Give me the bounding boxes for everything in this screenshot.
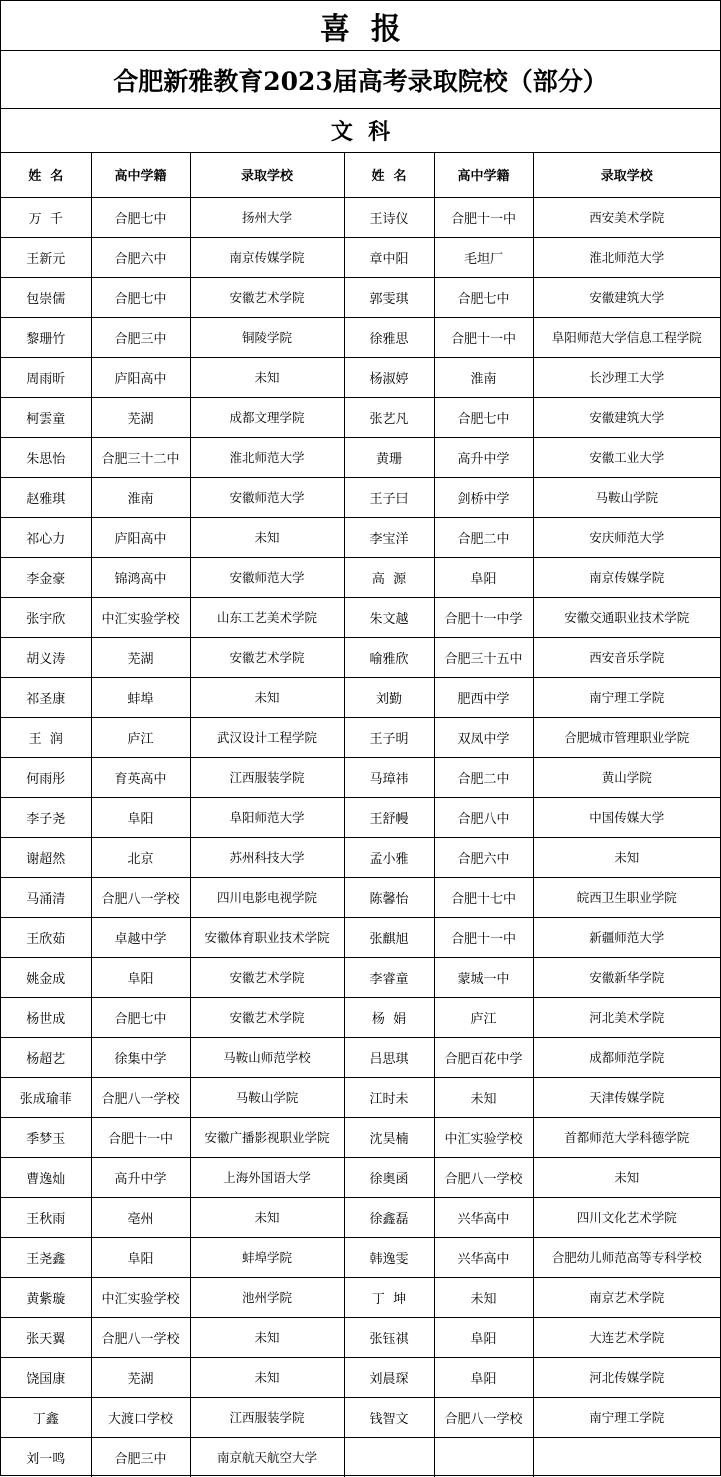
- high-school-cell: 中汇实验学校: [434, 1117, 533, 1157]
- student-name-cell: 吕思琪: [344, 1037, 434, 1077]
- high-school-cell: 合肥七中: [91, 997, 190, 1037]
- student-name-cell: 柯雲童: [1, 397, 91, 437]
- high-school-cell: 剑桥中学: [434, 477, 533, 517]
- admitted-school-cell: 未知: [190, 517, 344, 557]
- high-school-cell: 合肥三十二中: [91, 437, 190, 477]
- student-name-cell: 王欣茹: [1, 917, 91, 957]
- table-row: [1, 1117, 720, 1157]
- student-name-cell: 丁鑫: [1, 1397, 91, 1437]
- high-school-cell: 合肥十一中学: [434, 597, 533, 637]
- admitted-school-cell: 山东工艺美术学院: [190, 597, 344, 637]
- admitted-school-cell: 淮北师范大学: [533, 237, 720, 277]
- high-school-cell: 徐集中学: [91, 1037, 190, 1077]
- high-school-cell: 合肥八中: [434, 797, 533, 837]
- student-name-cell: 钱智文: [344, 1397, 434, 1437]
- admitted-school-cell: 未知: [190, 1197, 344, 1237]
- high-school-cell: 阜阳: [434, 1317, 533, 1357]
- admitted-school-cell: 淮北师范大学: [190, 437, 344, 477]
- high-school-cell: 阜阳: [434, 1357, 533, 1397]
- table-row: [1, 1317, 720, 1357]
- student-name-cell: 马涌清: [1, 877, 91, 917]
- high-school-cell: 中汇实验学校: [91, 597, 190, 637]
- table-row: [1, 1437, 720, 1477]
- student-name-cell: 姚金成: [1, 957, 91, 997]
- table-row: [1, 197, 720, 237]
- high-school-cell: 育英高中: [91, 757, 190, 797]
- high-school-cell: 合肥八一学校: [434, 1397, 533, 1437]
- admitted-school-cell: 西安美术学院: [533, 197, 720, 237]
- admitted-school-cell: 马鞍山学院: [190, 1077, 344, 1117]
- admitted-school-cell: 安徽艺术学院: [190, 637, 344, 677]
- high-school-cell: 庐阳高中: [91, 517, 190, 557]
- table-row: [1, 1357, 720, 1397]
- table-row: [1, 1077, 720, 1117]
- high-school-cell: 双凤中学: [434, 717, 533, 757]
- table-row: [1, 957, 720, 997]
- table-row: [1, 997, 720, 1037]
- student-name-cell: 徐雅思: [344, 317, 434, 357]
- student-name-cell: 章中阳: [344, 237, 434, 277]
- student-name-cell: 曹逸灿: [1, 1157, 91, 1197]
- table-row: [1, 1157, 720, 1197]
- category-heading: 文 科: [1, 109, 720, 153]
- table-row: [1, 1237, 720, 1277]
- high-school-cell: 合肥七中: [91, 197, 190, 237]
- high-school-cell: 合肥六中: [91, 237, 190, 277]
- table-row: [1, 557, 720, 597]
- admitted-school-cell: 马鞍山学院: [533, 477, 720, 517]
- student-name-cell: 江时未: [344, 1077, 434, 1117]
- high-school-cell: 兴华高中: [434, 1197, 533, 1237]
- admitted-school-cell: 安徽艺术学院: [190, 997, 344, 1037]
- high-school-cell: 合肥七中: [91, 277, 190, 317]
- student-name-cell: 黎珊竹: [1, 317, 91, 357]
- student-name-cell: 杨 娟: [344, 997, 434, 1037]
- admitted-school-cell: 安徽新华学院: [533, 957, 720, 997]
- high-school-cell: 合肥十一中: [91, 1117, 190, 1157]
- student-name-cell: 何雨彤: [1, 757, 91, 797]
- student-name-cell: 王秋雨: [1, 1197, 91, 1237]
- high-school-cell: 卓越中学: [91, 917, 190, 957]
- high-school-cell: 阜阳: [434, 557, 533, 597]
- high-school-cell: 蒙城一中: [434, 957, 533, 997]
- table-row: [1, 1277, 720, 1317]
- header-high-school: 高中学籍: [434, 153, 533, 197]
- admitted-school-cell: 合肥幼儿师范高等专科学校: [533, 1237, 720, 1277]
- high-school-cell: 高升中学: [434, 437, 533, 477]
- table-row: [1, 757, 720, 797]
- table-row: [1, 797, 720, 837]
- high-school-cell: 未知: [434, 1077, 533, 1117]
- table-row: [1, 837, 720, 877]
- admitted-school-cell: 阜阳师范大学: [190, 797, 344, 837]
- admitted-school-cell: 安徽交通职业技术学院: [533, 597, 720, 637]
- student-name-cell: 朱文越: [344, 597, 434, 637]
- admitted-school-cell: 蚌埠学院: [190, 1237, 344, 1277]
- high-school-cell: 兴华高中: [434, 1237, 533, 1277]
- student-name-cell: 张宇欣: [1, 597, 91, 637]
- admitted-school-cell: 四川电影电视学院: [190, 877, 344, 917]
- table-row: [1, 917, 720, 957]
- admitted-school-cell: 安徽建筑大学: [533, 397, 720, 437]
- admitted-school-cell: 天津传媒学院: [533, 1077, 720, 1117]
- admitted-school-cell: 江西服装学院: [190, 757, 344, 797]
- high-school-cell: 合肥十一中: [434, 917, 533, 957]
- header-admitted-school: 录取学校: [533, 153, 720, 197]
- high-school-cell: [434, 1437, 533, 1477]
- admission-table: [1, 153, 720, 1477]
- student-name-cell: [344, 1437, 434, 1477]
- table-row: [1, 277, 720, 317]
- header-name: 姓 名: [344, 153, 434, 197]
- admitted-school-cell: 安徽艺术学院: [190, 277, 344, 317]
- student-name-cell: 黄珊: [344, 437, 434, 477]
- student-name-cell: 陈馨怡: [344, 877, 434, 917]
- student-name-cell: 杨淑婷: [344, 357, 434, 397]
- high-school-cell: 阜阳: [91, 957, 190, 997]
- student-name-cell: 刘晨琛: [344, 1357, 434, 1397]
- student-name-cell: 饶国康: [1, 1357, 91, 1397]
- student-name-cell: 杨超艺: [1, 1037, 91, 1077]
- high-school-cell: 庐阳高中: [91, 357, 190, 397]
- table-row: [1, 877, 720, 917]
- student-name-cell: 谢超然: [1, 837, 91, 877]
- admitted-school-cell: 未知: [190, 357, 344, 397]
- admitted-school-cell: 南宁理工学院: [533, 677, 720, 717]
- student-name-cell: 李睿童: [344, 957, 434, 997]
- high-school-cell: 淮南: [91, 477, 190, 517]
- student-name-cell: 刘勤: [344, 677, 434, 717]
- student-name-cell: 韩逸雯: [344, 1237, 434, 1277]
- admitted-school-cell: 四川文化艺术学院: [533, 1197, 720, 1237]
- student-name-cell: 万 千: [1, 197, 91, 237]
- high-school-cell: 大渡口学校: [91, 1397, 190, 1437]
- admitted-school-cell: 新疆师范大学: [533, 917, 720, 957]
- high-school-cell: 合肥七中: [434, 277, 533, 317]
- admitted-school-cell: 武汉设计工程学院: [190, 717, 344, 757]
- high-school-cell: 阜阳: [91, 797, 190, 837]
- student-name-cell: 王子明: [344, 717, 434, 757]
- admitted-school-cell: 安徽体育职业技术学院: [190, 917, 344, 957]
- admitted-school-cell: 马鞍山师范学校: [190, 1037, 344, 1077]
- high-school-cell: 阜阳: [91, 1237, 190, 1277]
- table-row: [1, 1397, 720, 1437]
- student-name-cell: 郭雯琪: [344, 277, 434, 317]
- table-row: [1, 237, 720, 277]
- student-name-cell: 赵雅琪: [1, 477, 91, 517]
- student-name-cell: 丁 坤: [344, 1277, 434, 1317]
- student-name-cell: 季梦玉: [1, 1117, 91, 1157]
- admitted-school-cell: 苏州科技大学: [190, 837, 344, 877]
- high-school-cell: 淮南: [434, 357, 533, 397]
- table-row: [1, 597, 720, 637]
- student-name-cell: 喻雅欣: [344, 637, 434, 677]
- high-school-cell: 合肥十一中: [434, 317, 533, 357]
- student-name-cell: 马璋祎: [344, 757, 434, 797]
- student-name-cell: 周雨昕: [1, 357, 91, 397]
- student-name-cell: 王子曰: [344, 477, 434, 517]
- admitted-school-cell: 河北美术学院: [533, 997, 720, 1037]
- admitted-school-cell: 黄山学院: [533, 757, 720, 797]
- admitted-school-cell: 未知: [190, 1317, 344, 1357]
- high-school-cell: 合肥百花中学: [434, 1037, 533, 1077]
- student-name-cell: 孟小雅: [344, 837, 434, 877]
- high-school-cell: 合肥十一中: [434, 197, 533, 237]
- admitted-school-cell: 河北传媒学院: [533, 1357, 720, 1397]
- report-subtitle: 合肥新雅教育2023届高考录取院校（部分）: [1, 51, 720, 109]
- admitted-school-cell: 长沙理工大学: [533, 357, 720, 397]
- student-name-cell: 高 源: [344, 557, 434, 597]
- high-school-cell: 合肥二中: [434, 757, 533, 797]
- student-name-cell: 张天翼: [1, 1317, 91, 1357]
- high-school-cell: 未知: [434, 1277, 533, 1317]
- high-school-cell: 合肥二中: [434, 517, 533, 557]
- table-row: [1, 517, 720, 557]
- header-high-school: 高中学籍: [91, 153, 190, 197]
- student-name-cell: 杨世成: [1, 997, 91, 1037]
- student-name-cell: 李金豪: [1, 557, 91, 597]
- table-row: [1, 1037, 720, 1077]
- high-school-cell: 合肥三中: [91, 317, 190, 357]
- admitted-school-cell: 皖西卫生职业学院: [533, 877, 720, 917]
- admitted-school-cell: 安庆师范大学: [533, 517, 720, 557]
- high-school-cell: 肥西中学: [434, 677, 533, 717]
- high-school-cell: 合肥十七中: [434, 877, 533, 917]
- student-name-cell: 胡义涛: [1, 637, 91, 677]
- admitted-school-cell: 上海外国语大学: [190, 1157, 344, 1197]
- student-name-cell: 张成瑜菲: [1, 1077, 91, 1117]
- student-name-cell: 王舒幔: [344, 797, 434, 837]
- high-school-cell: 毛坦厂: [434, 237, 533, 277]
- student-name-cell: 王诗仪: [344, 197, 434, 237]
- admitted-school-cell: 中国传媒大学: [533, 797, 720, 837]
- high-school-cell: 合肥三十五中: [434, 637, 533, 677]
- high-school-cell: 锦鸿高中: [91, 557, 190, 597]
- student-name-cell: 祁圣康: [1, 677, 91, 717]
- header-row: [1, 153, 720, 197]
- student-name-cell: 李子尧: [1, 797, 91, 837]
- high-school-cell: 中汇实验学校: [91, 1277, 190, 1317]
- high-school-cell: 北京: [91, 837, 190, 877]
- report-title: 喜 报: [1, 1, 720, 51]
- student-name-cell: 包崇儒: [1, 277, 91, 317]
- high-school-cell: 蚌埠: [91, 677, 190, 717]
- admitted-school-cell: 未知: [190, 677, 344, 717]
- high-school-cell: 芜湖: [91, 637, 190, 677]
- admitted-school-cell: 南京航天航空大学: [190, 1437, 344, 1477]
- student-name-cell: 王新元: [1, 237, 91, 277]
- admitted-school-cell: 合肥城市管理职业学院: [533, 717, 720, 757]
- admitted-school-cell: 扬州大学: [190, 197, 344, 237]
- table-row: [1, 437, 720, 477]
- admitted-school-cell: 首都师范大学科德学院: [533, 1117, 720, 1157]
- admitted-school-cell: 南京艺术学院: [533, 1277, 720, 1317]
- admitted-school-cell: 成都文理学院: [190, 397, 344, 437]
- high-school-cell: 亳州: [91, 1197, 190, 1237]
- student-name-cell: 黄紫璇: [1, 1277, 91, 1317]
- high-school-cell: 庐江: [434, 997, 533, 1037]
- admitted-school-cell: 未知: [190, 1357, 344, 1397]
- admitted-school-cell: 大连艺术学院: [533, 1317, 720, 1357]
- table-row: [1, 317, 720, 357]
- student-name-cell: 李宝洋: [344, 517, 434, 557]
- high-school-cell: 合肥八一学校: [91, 1077, 190, 1117]
- admitted-school-cell: 铜陵学院: [190, 317, 344, 357]
- high-school-cell: 合肥六中: [434, 837, 533, 877]
- admitted-school-cell: 安徽工业大学: [533, 437, 720, 477]
- table-row: [1, 477, 720, 517]
- admitted-school-cell: 池州学院: [190, 1277, 344, 1317]
- admitted-school-cell: 江西服装学院: [190, 1397, 344, 1437]
- high-school-cell: 合肥七中: [434, 397, 533, 437]
- student-name-cell: 刘一鸣: [1, 1437, 91, 1477]
- admitted-school-cell: 西安音乐学院: [533, 637, 720, 677]
- high-school-cell: 合肥八一学校: [434, 1157, 533, 1197]
- admitted-school-cell: 安徽艺术学院: [190, 957, 344, 997]
- header-name: 姓 名: [1, 153, 91, 197]
- student-name-cell: 张钰祺: [344, 1317, 434, 1357]
- admitted-school-cell: 成都师范学院: [533, 1037, 720, 1077]
- student-name-cell: 王尧鑫: [1, 1237, 91, 1277]
- high-school-cell: 高升中学: [91, 1157, 190, 1197]
- student-name-cell: 沈昊楠: [344, 1117, 434, 1157]
- table-row: [1, 357, 720, 397]
- admitted-school-cell: 南宁理工学院: [533, 1397, 720, 1437]
- high-school-cell: 芜湖: [91, 1357, 190, 1397]
- table-row: [1, 637, 720, 677]
- admitted-school-cell: 安徽广播影视职业学院: [190, 1117, 344, 1157]
- table-row: [1, 397, 720, 437]
- student-name-cell: 徐鑫磊: [344, 1197, 434, 1237]
- admitted-school-cell: 阜阳师范大学信息工程学院: [533, 317, 720, 357]
- admitted-school-cell: 未知: [533, 1157, 720, 1197]
- high-school-cell: 庐江: [91, 717, 190, 757]
- student-name-cell: 王 润: [1, 717, 91, 757]
- admitted-school-cell: 安徽建筑大学: [533, 277, 720, 317]
- admitted-school-cell: 南京传媒学院: [190, 237, 344, 277]
- high-school-cell: 合肥三中: [91, 1437, 190, 1477]
- high-school-cell: 合肥八一学校: [91, 877, 190, 917]
- admitted-school-cell: 南京传媒学院: [533, 557, 720, 597]
- header-admitted-school: 录取学校: [190, 153, 344, 197]
- admitted-school-cell: 安徽师范大学: [190, 557, 344, 597]
- table-row: [1, 1197, 720, 1237]
- high-school-cell: 芜湖: [91, 397, 190, 437]
- high-school-cell: 合肥八一学校: [91, 1317, 190, 1357]
- admitted-school-cell: 未知: [533, 837, 720, 877]
- student-name-cell: 徐奥函: [344, 1157, 434, 1197]
- student-name-cell: 祁心力: [1, 517, 91, 557]
- admitted-school-cell: 安徽师范大学: [190, 477, 344, 517]
- table-row: [1, 677, 720, 717]
- table-row: [1, 717, 720, 757]
- student-name-cell: 朱思怡: [1, 437, 91, 477]
- student-name-cell: 张艺凡: [344, 397, 434, 437]
- student-name-cell: 张麒旭: [344, 917, 434, 957]
- admitted-school-cell: [533, 1437, 720, 1477]
